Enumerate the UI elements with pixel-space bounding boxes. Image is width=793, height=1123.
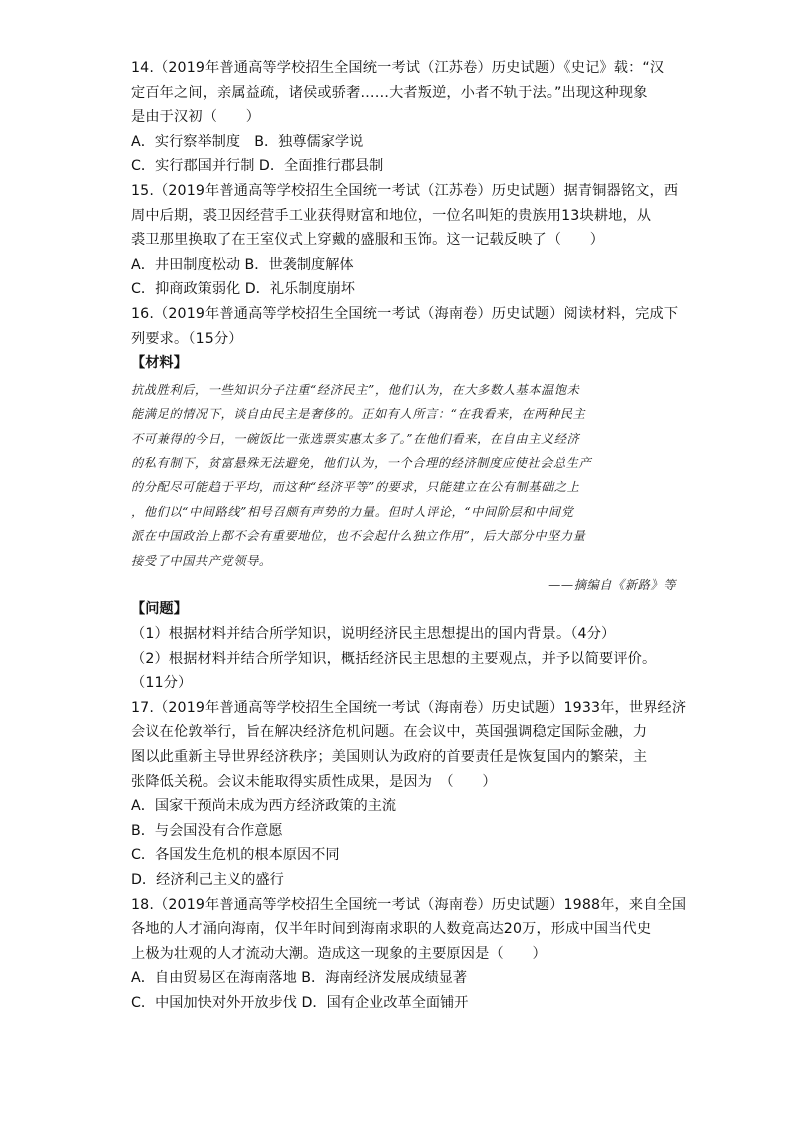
question-text-line: 张降低关税。会议未能取得实质性成果，是因为 （ ） <box>131 773 497 790</box>
question-text-line: 上极为壮观的人才流动大潮。造成这一现象的主要原因是（ ） <box>131 945 547 962</box>
question-16 <box>131 302 679 696</box>
answer-option: A．国家干预尚未成为西方经济政策的主流 <box>131 798 397 815</box>
question-17 <box>131 696 687 893</box>
answer-options: C．中国加快对外开放步伐 D．国有企业改革全面铺开 <box>131 994 469 1011</box>
question-text-line: 周中后期，裘卫因经营手工业获得财富和地位，一位名叫矩的贵族用13块耕地，从 <box>131 207 652 224</box>
question-text-line: 裘卫那里换取了在王室仪式上穿戴的盛服和玉饰。这一记载反映了（ ） <box>131 232 605 249</box>
question-text-line: 会议在伦敦举行，旨在解决经济危机问题。在会议中，英国强调稳定国际金融，力 <box>131 724 648 741</box>
question-text-line: 各地的人才涌向海南，仅半年时间到海南求职的人数竟高达20万，形成中国当代史 <box>131 921 652 938</box>
material-passage <box>131 378 676 598</box>
question-text-line: 列要求。（15分） <box>131 330 243 347</box>
material-line: 的分配尽可能趋于平均，而这种“经济平等”的要求，只能建立在公有制基础之上 <box>131 480 580 495</box>
question-text-line: 图以此重新主导世界经济秩序；美国则认为政府的首要责任是恢复国内的繁荣，主 <box>131 748 648 765</box>
question-text-line: 15.（2019年普通高等学校招生全国统一考试（江苏卷）历史试题）据青铜器铭文，西 <box>131 182 679 199</box>
material-line: 接受了中国共产党领导。 <box>131 553 272 568</box>
sub-question: （2）根据材料并结合所学知识，概括经济民主思想的主要观点，并予以简要评价。 <box>131 650 657 667</box>
question-heading: 【问题】 <box>131 601 188 618</box>
answer-options: C．抑商政策弱化 D．礼乐制度崩坏 <box>131 281 355 298</box>
question-15 <box>131 179 679 302</box>
question-text-line: 18.（2019年普通高等学校招生全国统一考试（海南卷）历史试题）1988年，来自全国 <box>131 896 687 913</box>
question-14 <box>131 56 676 179</box>
material-line: ，他们以“中间路线”相号召颇有声势的力量。但时人评论，“中间阶层和中间党 <box>131 504 574 519</box>
question-text-line: 16.（2019年普通高等学校招生全国统一考试（海南卷）历史试题）阅读材料，完成下 <box>131 305 679 322</box>
material-heading: 【材料】 <box>131 355 188 372</box>
material-line: 抗战胜利后，一些知识分子注重“经济民主”，他们认为，在大多数人基本温饱未 <box>131 382 580 397</box>
answer-option: D．经济利己主义的盛行 <box>131 871 284 888</box>
material-line: 能满足的情况下，谈自由民主是奢侈的。正如有人所言：“在我看来，在两种民主 <box>131 407 586 422</box>
question-text-line: 14.（2019年普通高等学校招生全国统一考试（江苏卷）历史试题）《史记》载：“汉 <box>131 60 665 76</box>
question-text-line: 17.（2019年普通高等学校招生全国统一考试（海南卷）历史试题）1933年，世界经济 <box>131 699 687 716</box>
question-18 <box>131 893 687 1016</box>
answer-option: B．与会国没有合作意愿 <box>131 822 283 839</box>
answer-option: C．各国发生危机的根本原因不同 <box>131 847 340 864</box>
exam-page <box>131 56 687 1015</box>
answer-options: A．实行察举制度 B．独尊儒家学说 <box>131 133 364 150</box>
answer-options: A．自由贸易区在海南落地 B．海南经济发展成绩显著 <box>131 970 468 987</box>
answer-options: A．井田制度松动 B．世袭制度解体 <box>131 256 354 273</box>
material-line: 不可兼得的今日，一碗饭比一张选票实惠太多了。”在他们看来，在自由主义经济 <box>131 431 580 446</box>
question-text-line: 定百年之间，亲属益疏，诸侯或骄奢……大者叛逆，小者不轨于法。”出现这种现象 <box>131 84 648 101</box>
sub-question: （11分） <box>131 675 193 692</box>
material-source: ——摘编自《新路》等 <box>548 577 676 592</box>
answer-options: C．实行郡国并行制 D．全面推行郡县制 <box>131 158 384 175</box>
question-text-line: 是由于汉初（ ） <box>131 109 261 126</box>
material-line: 的私有制下，贫富悬殊无法避免，他们认为，一个合理的经济制度应使社会总生产 <box>131 455 592 470</box>
sub-question: （1）根据材料并结合所学知识，说明经济民主思想提出的国内背景。（4分） <box>131 625 616 642</box>
material-line: 派在中国政治上都不会有重要地位，也不会起什么独立作用”，后大部分中坚力量 <box>131 529 586 544</box>
